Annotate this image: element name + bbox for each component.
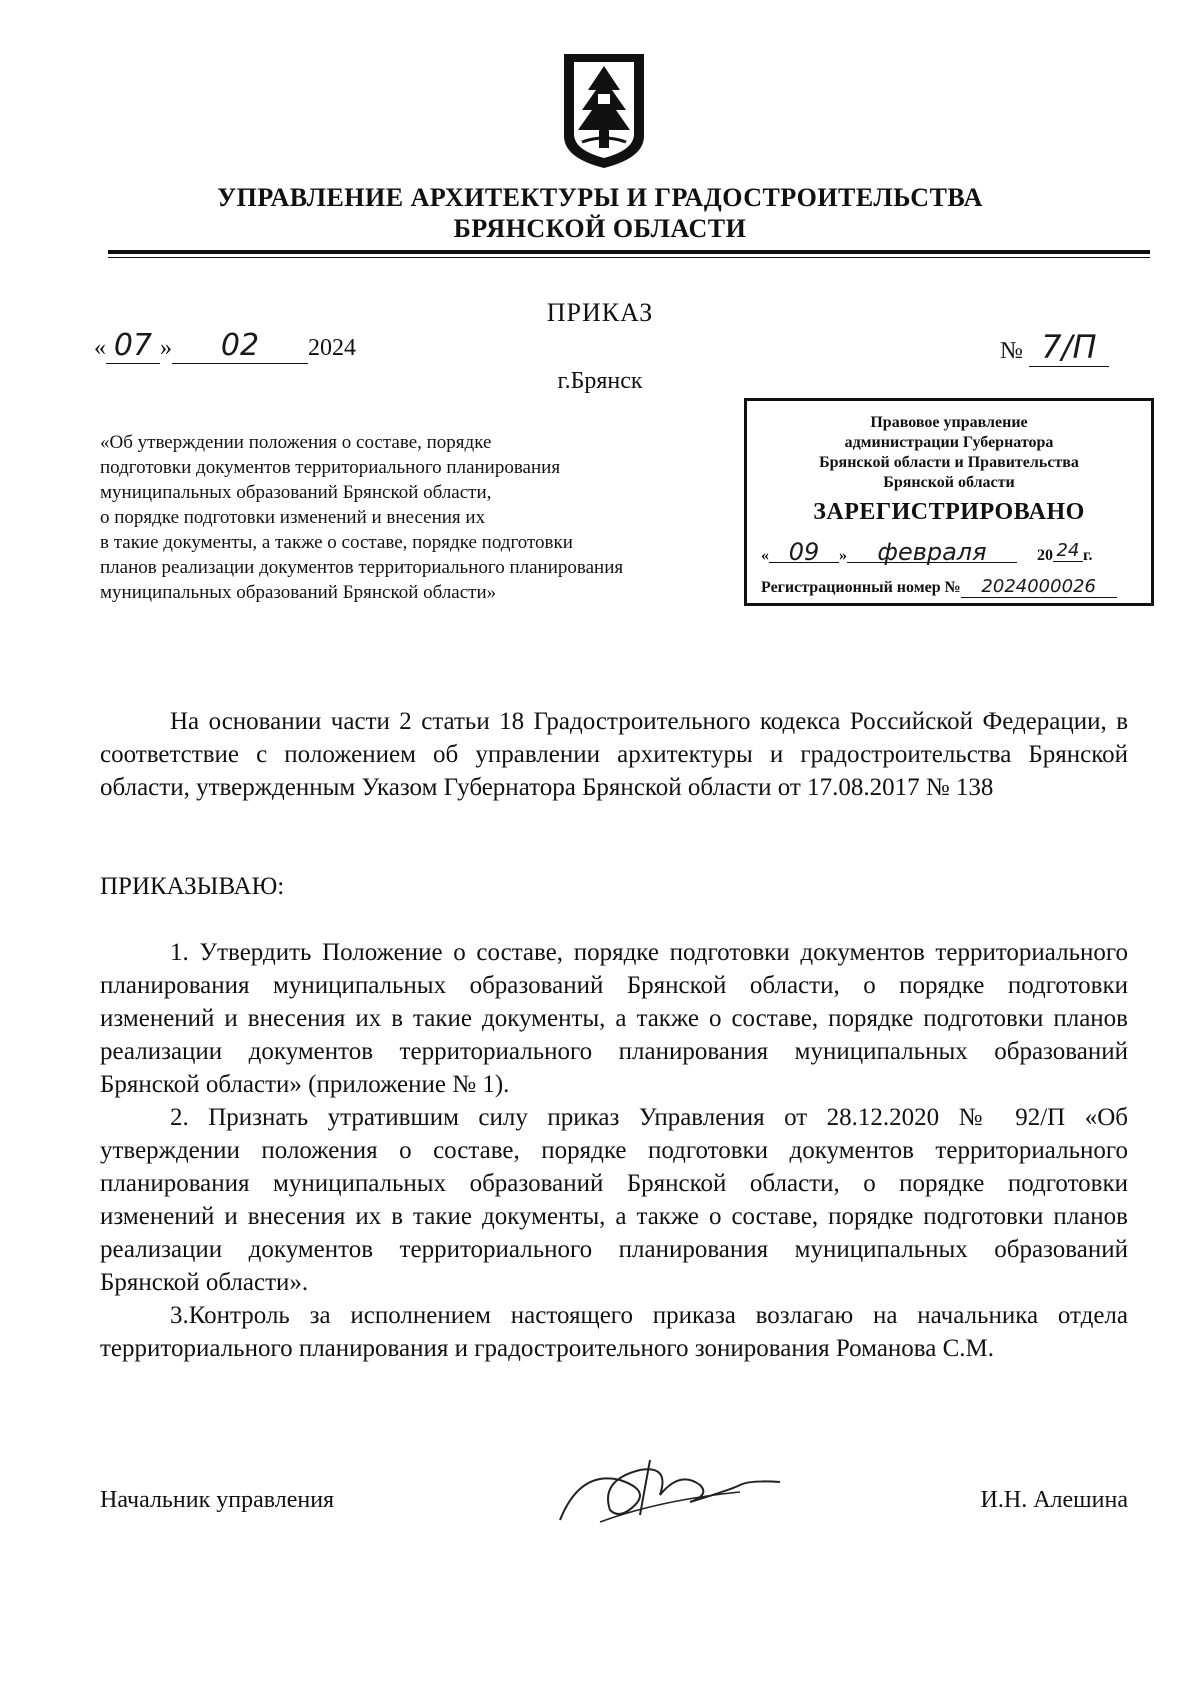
order-number bbox=[1000, 328, 1109, 367]
stamp-line: Брянской области bbox=[883, 474, 1015, 491]
subject-line: подготовки документов территориального планирования bbox=[100, 457, 561, 478]
order-city: г.Брянск bbox=[557, 368, 643, 394]
handwritten-signature bbox=[540, 1440, 790, 1540]
order-subject bbox=[100, 430, 740, 605]
stamp-year-mark: г. bbox=[1083, 547, 1093, 564]
stamp-reg-number: 2024000026 bbox=[961, 577, 1117, 598]
stamp-registration bbox=[761, 577, 1117, 598]
stamp-line: администрации Губернатора bbox=[844, 434, 1054, 451]
preamble-paragraph: На основании части 2 статьи 18 Градостроительного кодекса Российской Федерации, в соответствие с положением об управлении архитектуры и градостроительства Брянской области, утвержденным Указом Губернатора Брянской области от 17.08.2017 № 138 bbox=[100, 708, 1128, 801]
stamp-date-month: февраля bbox=[847, 542, 1017, 563]
stamp-year-prefix: 20 bbox=[1037, 547, 1053, 564]
subject-line: о порядке подготовки изменений и внесения их bbox=[100, 507, 486, 528]
subject-line: муниципальных образований Брянской области, bbox=[100, 482, 492, 503]
stamp-line: Правовое управление bbox=[870, 414, 1028, 431]
order-date-day: 07 bbox=[106, 328, 160, 364]
stamp-reg-label: Регистрационный номер № bbox=[761, 579, 961, 596]
stamp-status: ЗАРЕГИСТРИРОВАНО bbox=[813, 499, 1085, 525]
subject-line: «Об утверждении положения о составе, порядке bbox=[100, 432, 492, 453]
order-date-month: 02 bbox=[172, 328, 308, 364]
order-number-prefix: № bbox=[1000, 338, 1023, 364]
header-divider-thin bbox=[108, 257, 1150, 258]
stamp-year-suffix: 24 bbox=[1053, 541, 1083, 562]
subject-line: в такие документы, а также о составе, порядке подготовки bbox=[100, 532, 573, 553]
signatory-title: Начальник управления bbox=[100, 1487, 335, 1513]
subject-line: планов реализации документов территориального планирования bbox=[100, 557, 624, 578]
subject-line: муниципальных образований Брянской области» bbox=[100, 582, 497, 603]
order-date-year: 2024 bbox=[308, 335, 356, 361]
signatory-name: И.Н. Алешина bbox=[980, 1487, 1128, 1513]
order-date: « 07 » 02 2024 bbox=[94, 328, 356, 363]
order-item-1: 1. Утвердить Положение о составе, порядке подготовки документов территориального планирования муниципальных образований Брянской области, о порядке подготовки изменений и внесения их в такие документы, а также о составе, порядке подготовки планов реализации документов территориального планирования муниципальных образований Брянской области» (приложение № 1). bbox=[100, 939, 1128, 1098]
bryansk-coat-of-arms-icon bbox=[560, 50, 648, 172]
organization-name-line1: УПРАВЛЕНИЕ АРХИТЕКТУРЫ И ГРАДОСТРОИТЕЛЬСТВА bbox=[217, 183, 983, 212]
order-number-value: 7/П bbox=[1029, 328, 1109, 367]
stamp-date: « 09 » февраля 20 24 г. bbox=[761, 538, 1093, 566]
registration-stamp bbox=[744, 398, 1154, 606]
order-word: ПРИКАЗЫВАЮ: bbox=[100, 873, 285, 900]
order-item-3: 3.Контроль за исполнением настоящего приказа возлагаю на начальника отдела территориального планирования и градостроительного зонирования Романова С.М. bbox=[100, 1302, 1128, 1362]
order-item-2: 2. Признать утратившим силу приказ Управления от 28.12.2020 № 92/П «Об утверждении положения о составе, порядке подготовки документов территориального планирования муниципальных образований Брянской области, о порядке подготовки изменений и внесения их в такие документы, а также о составе, порядке подготовки планов реализации документов территориального планирования муниципальных образований Брянской области». bbox=[100, 1104, 1128, 1296]
document-type: ПРИКАЗ bbox=[546, 298, 654, 327]
header-divider bbox=[108, 250, 1150, 254]
stamp-line: Брянской области и Правительства bbox=[819, 454, 1079, 471]
stamp-date-day: 09 bbox=[769, 542, 839, 563]
organization-name-line2: БРЯНСКОЙ ОБЛАСТИ bbox=[453, 214, 747, 243]
